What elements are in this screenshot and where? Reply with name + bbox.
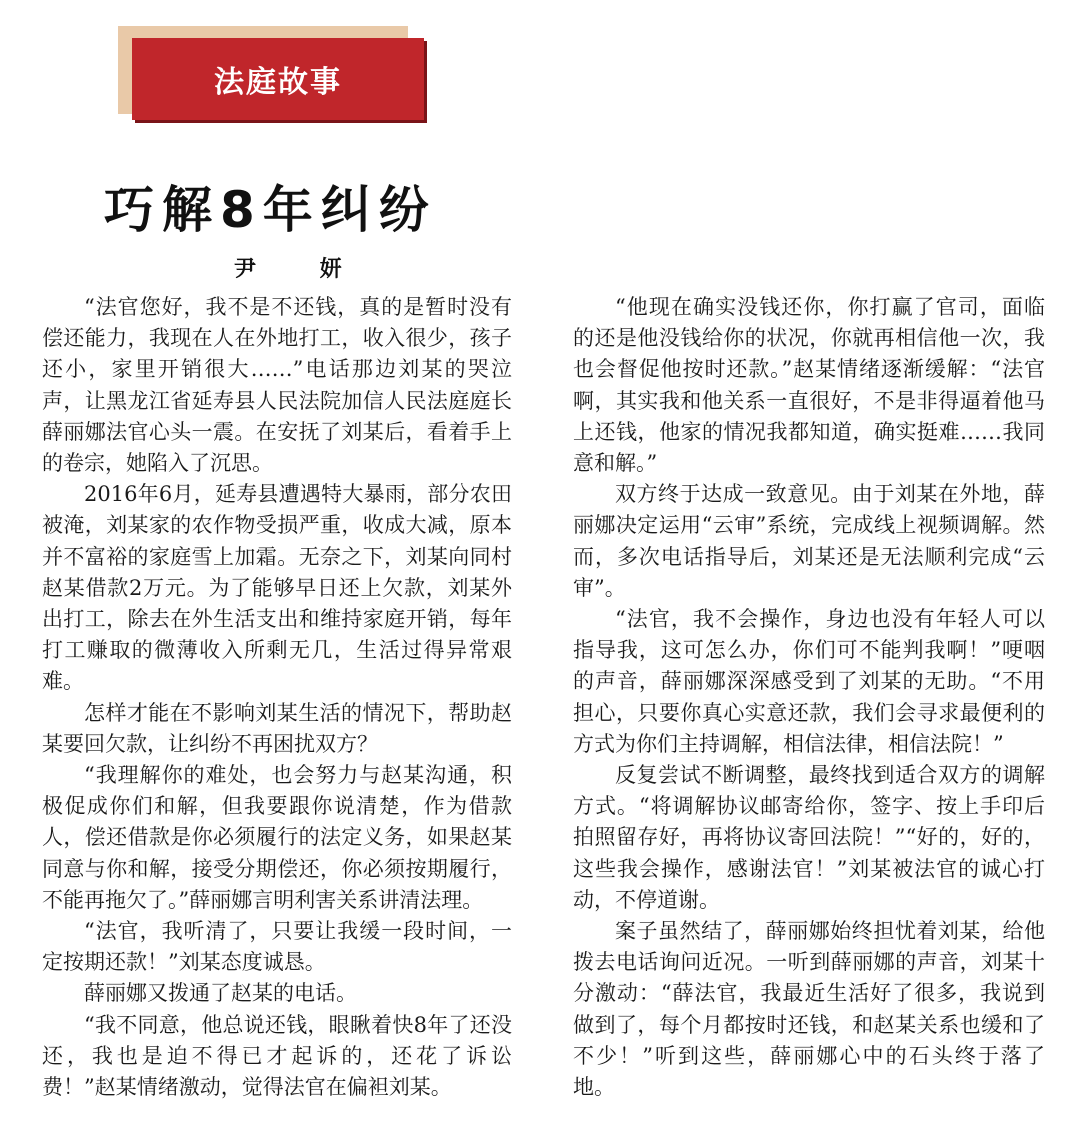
- section-tag: [118, 26, 428, 126]
- section-tag-label: 法庭故事: [132, 38, 424, 120]
- paragraph: “法官，我听清了，只要让我缓一段时间，一定按期还款！”刘某态度诚恳。: [42, 919, 512, 975]
- paragraph: 怎样才能在不影响刘某生活的情况下，帮助赵某要回欠款，让纠纷不再困扰双方？: [42, 700, 512, 756]
- article-author: 尹 妍: [234, 257, 370, 282]
- paragraph: 双方终于达成一致意见。由于刘某在外地，薛丽娜决定运用“云审”系统，完成线上视频调解。然而，多次电话指导后，刘某还是无法顺利完成“云审”。: [573, 482, 1045, 600]
- paragraph: “我不同意，他总说还钱，眼瞅着快8年了还没还，我也是迫不得已才起诉的，还花了诉讼费！”赵某情绪激动，觉得法官在偏袒刘某。: [42, 1012, 512, 1100]
- paragraph: “我理解你的难处，也会努力与赵某沟通，积极促成你们和解，但我要跟你说清楚，作为借款人，偿还借款是你必须履行的法定义务，如果赵某同意与你和解，接受分期偿还，你必须按期履行，不能再拖欠了。”薛丽娜言明利害关系讲清法理。: [42, 763, 512, 912]
- article-title: 巧解8年纠纷: [104, 181, 437, 239]
- paragraph: “法官，我不会操作，身边也没有年轻人可以指导我，这可怎么办，你们可不能判我啊！”哽咽的声音，薛丽娜深深感受到了刘某的无助。“不用担心，只要你真心实意还款，我们会寻求最便利的方式为你们主持调解，相信法律，相信法院！”: [573, 607, 1045, 756]
- paragraph: 2016年6月，延寿县遭遇特大暴雨，部分农田被淹，刘某家的农作物受损严重，收成大减，原本并不富裕的家庭雪上加霜。无奈之下，刘某向同村赵某借款2万元。为了能够早日还上欠款，刘某外出打工，除去在外生活支出和维持家庭开销，每年打工赚取的微薄收入所剩无几，生活过得异常艰难。: [42, 482, 512, 694]
- paragraph: “他现在确实没钱还你，你打赢了官司，面临的还是他没钱给你的状况，你就再相信他一次，我也会督促他按时还款。”赵某情绪逐渐缓解：“法官啊，其实我和他关系一直很好，不是非得逼着他马上还钱，他家的情况我都知道，确实挺难……我同意和解。”: [573, 295, 1045, 476]
- paragraph: “法官您好，我不是不还钱，真的是暂时没有偿还能力，我现在人在外地打工，收入很少，孩子还小，家里开销很大……”电话那边刘某的哭泣声，让黑龙江省延寿县人民法院加信人民法庭庭长薛丽娜法官心头一震。在安抚了刘某后，看着手上的卷宗，她陷入了沉思。: [42, 295, 512, 476]
- paragraph: 反复尝试不断调整，最终找到适合双方的调解方式。“将调解协议邮寄给你，签字、按上手印后拍照留存好，再将协议寄回法院！”“好的，好的，这些我会操作，感谢法官！”刘某被法官的诚心打动，不停道谢。: [573, 763, 1045, 912]
- article-column-left: [42, 292, 512, 1103]
- paragraph: 薛丽娜又拨通了赵某的电话。: [84, 981, 357, 1006]
- paragraph: 案子虽然结了，薛丽娜始终担忧着刘某，给他拨去电话询问近况。一听到薛丽娜的声音，刘某十分激动：“薛法官，我最近生活好了很多，我说到做到了，每个月都按时还钱，和赵某关系也缓和了不少！”听到这些，薛丽娜心中的石头终于落了地。: [573, 919, 1045, 1100]
- article-column-right: [573, 292, 1045, 1103]
